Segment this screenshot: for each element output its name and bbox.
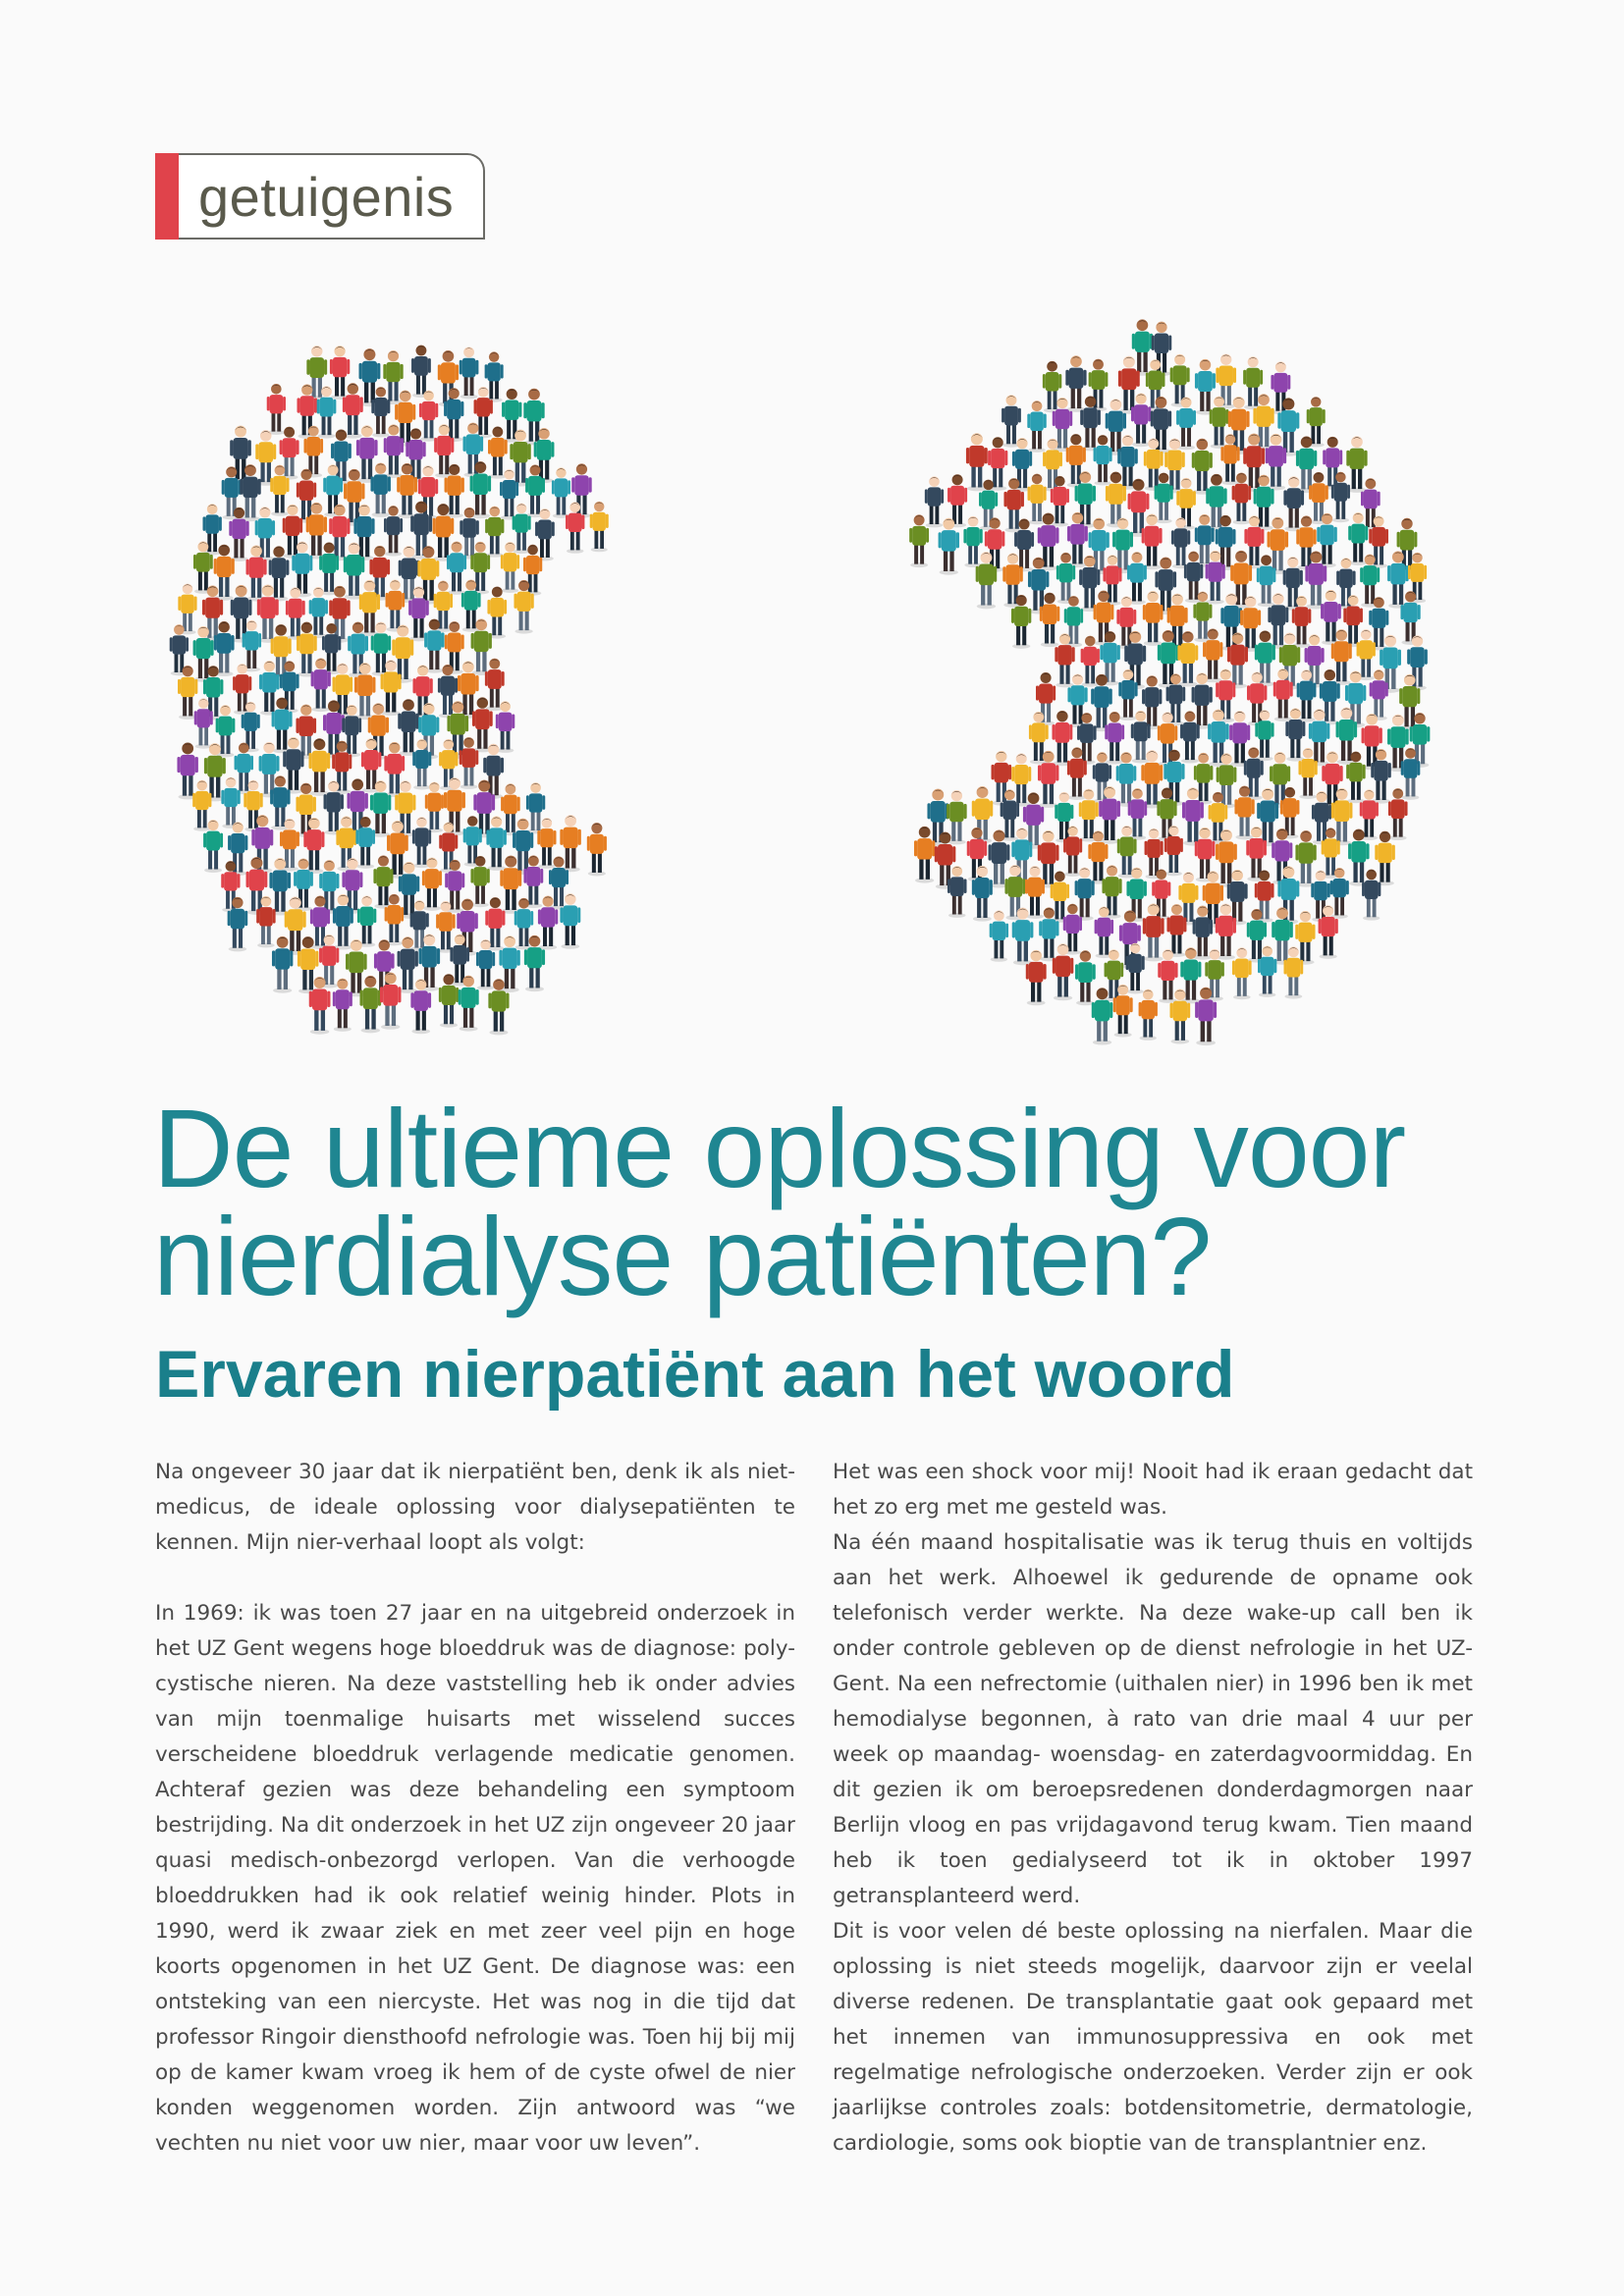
crowd-person (1362, 870, 1380, 921)
paragraph: Na ongeveer 30 jaar dat ik nierpatiënt ben, denk ik als niet-medicus, de ideale oplossing voor dialysepatiënten te kennen. Mijn nier-verhaal loopt als volgt: (155, 1460, 795, 1555)
section-tag (155, 153, 485, 240)
crowd-person (360, 976, 382, 1033)
crowd-person (1295, 830, 1316, 887)
crowd-person (221, 777, 240, 828)
crowd-person (1227, 633, 1248, 689)
crowd-person (590, 502, 609, 552)
paragraph: Het was een shock voor mij! Nooit had ik eraan gedacht dat het zo erg met me gesteld was. (833, 1460, 1473, 1520)
crowd-person (460, 347, 479, 399)
crowd-person (1283, 476, 1304, 531)
crowd-person (1132, 319, 1153, 375)
crowd-person (425, 782, 444, 833)
crowd-person (398, 699, 418, 756)
crowd-person (357, 895, 376, 946)
paragraph: In 1969: ik was toen 27 jaar en na uitgebreid onderzoek in het UZ Gent wegens hoge bloeddruk was de diagnose: poly-cystische nieren. Na deze vaststelling heb ik onder advies van mijn toenmalige huisarts met wisselend succes verscheidene bloeddruk verlagende medicatie genomen. Achteraf gezien was deze behandeling een symptoom bestrijding. Na dit onderzoek in het UZ zijn ongeveer 20 jaar quasi medisch-onbezorgd verlopen. Van die verhoogde bloeddrukken had ik ook relatief weinig hinder. Plots in 1990, werd ik zwaar ziek en met zeer veel pijn en hoge koorts opgenomen in het UZ Gent. De diagnose was: een ontsteking van een niercyste. Het was nog in die tijd dat professor Ringoir diensthoofd nefrologie was. Toen hij bij mij op de kamer kwam vroeg ik hem of de cyste ofwel de nier konden weggenomen worden. Zijn antwoord was “we vechten nu niet voor uw nier, maar voor uw leven”. (155, 1601, 795, 2156)
crowd-person (1268, 517, 1289, 574)
right-column (833, 1455, 1473, 2162)
crowd-person (587, 823, 607, 876)
crowd-person (1001, 395, 1021, 447)
crowd-person (1027, 400, 1046, 453)
crowd-person (488, 427, 508, 479)
crowd-person (487, 587, 507, 639)
crowd-person (255, 430, 276, 486)
crowd-person (485, 507, 504, 558)
crowd-person (1232, 947, 1252, 999)
crowd-person (914, 827, 935, 883)
crowd-person (1195, 359, 1216, 415)
crowd-person (526, 782, 545, 833)
left-kidney-crowd (170, 346, 609, 1036)
crowd-person (990, 910, 1008, 961)
crowd-person (370, 463, 390, 517)
section-tag-accent-bar (155, 153, 179, 240)
crowd-person (501, 783, 520, 835)
crowd-person (1118, 669, 1137, 721)
crowd-person (552, 467, 570, 517)
crowd-person (177, 743, 197, 800)
crowd-person (1094, 435, 1112, 485)
crowd-person (271, 624, 292, 680)
crowd-person (925, 476, 944, 527)
crowd-person (1142, 675, 1162, 729)
crowd-person (1143, 591, 1164, 646)
left-column (155, 1455, 795, 2162)
crowd-person (411, 346, 431, 398)
crowd-person (267, 384, 286, 435)
crowd-person (1139, 989, 1158, 1041)
crowd-person (1192, 439, 1213, 495)
crowd-person (1143, 904, 1164, 962)
crowd-person (343, 383, 363, 438)
crowd-person (308, 738, 330, 796)
crowd-person (1052, 711, 1072, 766)
crowd-person (412, 739, 431, 789)
article-title-line-1: De ultieme oplossing voor (153, 1087, 1406, 1210)
crowd-person (1273, 668, 1293, 721)
crowd-person (1343, 595, 1363, 647)
crowd-person (354, 663, 375, 720)
crowd-person (1080, 396, 1101, 451)
crowd-person (963, 516, 982, 567)
crowd-person (1025, 866, 1045, 919)
crowd-person (566, 502, 584, 553)
crowd-person (1065, 355, 1086, 411)
right-kidney-crowd (909, 319, 1430, 1045)
crowd-person (228, 897, 248, 952)
paragraph: Na één maand hospitalisatie was ik terug thuis en voltijds aan het werk. Alhoewel ik gedurende de opname ook telefonisch verder werkte. Na deze wake-up call ben ik onder controle gebleven op de dienst nefrologie in het UZ-Gent. Na een nefrectomie (uithalen nier) in 1996 ben ik met hemodialyse begonnen, à rato van drie maal 4 uur per week op maandag- woensdag- en zaterdagvoormiddag. En dit gezien ik om beroepsredenen donderdagmorgen naar Berlijn vloog en pas vrijdagavond terug kwam. Tien maand heb ik toen gedialyseerd tot ik in oktober 1997 getransplanteerd werd. (833, 1530, 1473, 1908)
crowd-person (1180, 711, 1200, 763)
paragraph: Dit is voor velen dé beste oplossing na nierfalen. Maar die oplossing is niet steeds mogelijk, daarvoor zijn er veelal diverse redenen. De transplantatie gaat ook gepaard met het innemen van immunosuppressiva en ook met regelmatige nefrologische onderzoeken. Verder zijn er ook jaarlijkse controles zoals: botdensitometrie, dermatologie, cardiologie, soms ook bioptie van de transplantnier enz. (833, 1919, 1473, 2156)
crowd-person (386, 580, 406, 632)
crowd-person (285, 897, 306, 955)
crowd-person (909, 514, 929, 567)
article-title-line-2: nierdialyse patiënten? (153, 1195, 1212, 1318)
article-title (153, 1087, 1528, 1318)
crowd-person (1075, 950, 1096, 1005)
crowd-person (472, 697, 493, 752)
crowd-person (447, 542, 466, 595)
crowd-person (272, 936, 293, 993)
crowd-person (1127, 552, 1147, 605)
crowd-person (1164, 826, 1183, 876)
crowd-person (419, 391, 438, 442)
crowd-person (330, 346, 350, 400)
article-subtitle: Ervaren nierpatiënt aan het woord (155, 1337, 1235, 1412)
crowd-person (513, 819, 533, 875)
crowd-person (1346, 436, 1367, 493)
kidneys-illustration (137, 294, 1512, 1060)
section-tag-label: getuigenis (198, 166, 455, 228)
